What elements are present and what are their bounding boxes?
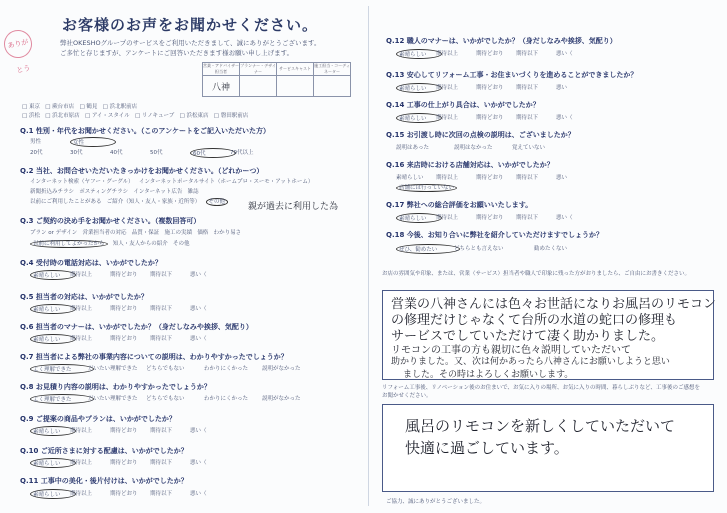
understand-option[interactable]: わかりにくかった	[204, 396, 249, 402]
q8-scale	[30, 394, 320, 404]
q2-options	[30, 177, 313, 185]
store-checkbox[interactable]: □ 浜北市原店	[45, 113, 80, 119]
age-option[interactable]: 60代	[190, 148, 236, 158]
comment-line: ました。その時はよろしくお願いします。	[403, 370, 574, 380]
staff-header: サービスキャスト	[277, 63, 314, 76]
scale-option[interactable]: 期待以上	[70, 272, 93, 278]
staff-field[interactable]	[277, 76, 314, 97]
scale-option[interactable]: 悪い（	[190, 428, 207, 434]
scale-option[interactable]: 期待以上	[70, 428, 93, 434]
understand-option[interactable]: 説明がなかった	[262, 366, 301, 372]
understand-option[interactable]: だいたい理解できた	[88, 396, 138, 402]
q3-label: Q.3 ご契約の決め手をお聞かせください。（複数回答可）	[20, 217, 201, 225]
understand-option[interactable]: だいたい理解できた	[88, 366, 138, 372]
comment-line: 風呂のリモコンを新しくしていただいて	[405, 417, 676, 435]
comment1-label: お店の雰囲気や印象、または、営業（サービス）担当者や職人で印象に残った方がおりましたら、ご自由にお書きください。	[382, 271, 691, 277]
q3-option[interactable]: 営業担当者の対応	[82, 230, 127, 236]
comment-line: サービスでしていただけて凄く助かりました。	[391, 329, 665, 344]
age-option[interactable]: 50代	[150, 150, 163, 156]
comment-line: 助かりました。又、次は何かあったら八神さんにお願いしようと思い	[391, 357, 670, 367]
scale-option[interactable]: 悪い（	[190, 272, 207, 278]
q2-option[interactable]: ご紹介（知人・友人・家族・近所等）	[106, 199, 201, 205]
scale-option[interactable]: 期待以下	[150, 491, 173, 497]
age-option[interactable]: 20代	[30, 150, 43, 156]
q13-scale	[396, 83, 596, 93]
scale-option[interactable]: 期待以上	[70, 306, 93, 312]
scale-option[interactable]: 期待どおり	[110, 460, 138, 466]
q1-gender	[30, 137, 110, 147]
store-checkbox[interactable]: □ 浜松	[22, 113, 40, 119]
staff-field[interactable]	[314, 76, 351, 97]
scale-option[interactable]: 素晴らしい	[30, 270, 76, 280]
q18-label: Q.18 今後、お知り合いに弊社を紹介していただけますでしょうか？	[386, 231, 603, 239]
scale-option[interactable]: 悪い（	[556, 215, 573, 221]
scale-option[interactable]: 悪い（	[190, 336, 207, 342]
staff-field[interactable]	[240, 76, 277, 97]
scale-option[interactable]: 期待どおり	[476, 85, 504, 91]
comment-line: リモコンの工事の方も親切に色々説明していただいて	[391, 345, 631, 356]
scale-option[interactable]: 期待以下	[150, 460, 173, 466]
q3-option[interactable]: わかり易さ	[213, 230, 242, 236]
scale-option[interactable]: 期待以下	[516, 115, 539, 121]
q2-options	[30, 187, 199, 195]
scale-option[interactable]: 素晴らしい	[396, 83, 442, 93]
q7-label: Q.7 担当者による弊社の事業内容についての説明は、わかりやすかったでしょうか？	[20, 353, 288, 361]
understand-option[interactable]: 説明がなかった	[262, 396, 301, 402]
q7-scale	[30, 364, 320, 374]
q1-ages	[30, 148, 270, 158]
q3-options	[30, 228, 241, 236]
scale-option[interactable]: 期待どおり	[110, 428, 138, 434]
q18-option[interactable]: どちらとも言えない	[454, 246, 504, 252]
q3-option[interactable]: 知人・友人からの紹介	[112, 241, 168, 247]
q4-label: Q.4 受付時の電話対応は、いかがでしたか？	[20, 259, 162, 267]
q4-scale	[30, 270, 230, 280]
scale-option[interactable]: 期待以下	[516, 215, 539, 221]
q12-scale	[396, 49, 596, 59]
scale-option[interactable]: 悪い（	[556, 51, 573, 57]
scale-option[interactable]: 期待どおり	[110, 336, 138, 342]
q18-option[interactable]: ぜひ、勧めたい	[396, 244, 460, 254]
scale-option[interactable]: 期待以下	[150, 428, 173, 434]
q10-scale	[30, 458, 230, 468]
scale-option[interactable]: 期待以下	[516, 51, 539, 57]
understand-option[interactable]: よく理解できた	[30, 394, 94, 404]
q6-label: Q.6 担当者のマナーは、いかがでしたか？（身だしなみや挨拶、気配り）	[20, 323, 253, 331]
q3-option[interactable]: 品質・保証	[131, 230, 160, 236]
store-checkbox[interactable]: □ アイ・スタイル	[84, 113, 130, 119]
comment1-box[interactable]	[382, 290, 717, 380]
comment-line: 営業の八神さんには色々お世話になりお風呂のリモコン	[391, 297, 717, 312]
scale-option[interactable]: 期待以上	[436, 51, 459, 57]
intro-line: ご多忙と存じますが、アンケートにご回答いただきます様お願い申し上げます。	[60, 49, 294, 57]
q15-option[interactable]: 覚えていない	[512, 145, 546, 151]
q2-label: Q.2 当社、お問合せいただいたきっかけをお聞かせください。（どれかーつ）	[20, 167, 264, 175]
q18-options	[396, 244, 592, 254]
q12-label: Q.12 職人のマナーは、いかがでしたか？（身だしなみや挨拶、気配り）	[386, 37, 617, 45]
q10-label: Q.10 ご近所さまに対する配慮は、いかがでしたか？	[20, 447, 188, 455]
scale-option[interactable]: 期待どおり	[110, 272, 138, 278]
store-checkbox[interactable]: □ 磐田駅前店	[213, 113, 249, 119]
q13-label: Q.13 安心してリフォーム工事・お住まいづくりを進めることができましたか？	[386, 71, 638, 79]
scale-option[interactable]: 期待以下	[516, 175, 539, 181]
scale-option[interactable]: 期待どおり	[110, 491, 138, 497]
page-title: お客様のお声をお聞かせください。	[62, 16, 319, 34]
store-checkbox[interactable]: □ リノキューブ	[135, 113, 175, 119]
gender-option[interactable]: 女性	[70, 137, 116, 147]
q3-option[interactable]: 以前に利用してよかったから	[30, 240, 108, 248]
q2-options	[30, 197, 228, 205]
store-checkbox[interactable]: □ 蕨台市店	[45, 104, 75, 110]
q15-option[interactable]: 説明はあった	[396, 145, 429, 151]
scale-option[interactable]: 期待以上	[436, 215, 459, 221]
scale-option[interactable]: 悪い（	[556, 115, 573, 121]
q11-scale	[30, 489, 230, 499]
q5-label: Q.5 担当者の対応は、いかがでしたか？	[20, 293, 148, 301]
scale-option[interactable]: 素晴らしい	[30, 458, 76, 468]
q2-option[interactable]: その他	[206, 198, 229, 206]
q18-option[interactable]: 勧めたくない	[534, 246, 568, 252]
staff-name-field[interactable]: 八神	[203, 76, 240, 97]
scale-option[interactable]: 期待以上	[70, 491, 93, 497]
understand-option[interactable]: どちらでもない	[146, 396, 185, 402]
q14-scale	[396, 113, 596, 123]
scale-option[interactable]: 素晴らしい	[30, 304, 76, 314]
scale-option[interactable]: 期待以下	[150, 272, 173, 278]
q8-label: Q.8 お見積り内容の説明は、わかりやすかったでしょうか？	[20, 383, 211, 391]
q2-option[interactable]: 以前にご利用したことがある	[30, 199, 102, 205]
q16-label: Q.16 来店時における店舗対応は、いかがでしたか？	[386, 161, 554, 169]
q5-scale	[30, 304, 230, 314]
store-checkbox[interactable]: □ 浜松東店	[179, 113, 209, 119]
scale-option[interactable]: 期待どおり	[476, 115, 504, 121]
scale-option[interactable]: 悪い（	[190, 460, 207, 466]
scale-option[interactable]: 期待以上	[436, 115, 459, 121]
column-divider	[368, 6, 369, 506]
store-checkbox[interactable]: □ 東京	[22, 104, 40, 110]
q17-label: Q.17 弊社への総合評価をお願いいたします。	[386, 201, 533, 209]
staff-header: プランナー・デザイナー	[240, 63, 276, 74]
store-checkbox[interactable]: □ 鶴見	[79, 104, 98, 110]
q11-label: Q.11 工事中の美化・後片付けは、いかがでしたか？	[20, 477, 188, 485]
understand-option[interactable]: どちらでもない	[146, 366, 185, 372]
store-row	[22, 111, 248, 119]
q1-label: Q.1 性別・年代をお聞かせください。（このアンケートをご記入いただいた方）	[20, 127, 270, 135]
scale-option[interactable]: 素晴らしい	[396, 175, 424, 181]
q6-scale	[30, 334, 230, 344]
thank-you-stamp: ありがとう	[1, 27, 34, 60]
q16-scale	[396, 173, 596, 181]
comment2-box[interactable]	[382, 404, 714, 492]
scale-option[interactable]: 悪い（	[190, 306, 207, 312]
q17-scale	[396, 213, 596, 223]
q2-other-note[interactable]: 親が過去に利用した為	[248, 202, 339, 212]
age-option[interactable]: 40代	[110, 150, 123, 156]
scale-option[interactable]: 素晴らしい	[396, 49, 442, 59]
scale-option[interactable]: 悪い	[556, 85, 568, 91]
scale-option[interactable]: 素晴らしい	[396, 213, 442, 223]
intro-text	[60, 38, 320, 58]
q3-option[interactable]: 価格	[197, 230, 209, 236]
q15-label: Q.15 お引渡し時に次回の点検の説明は、ございましたか？	[386, 131, 575, 139]
comment-line: 快適に過ごしています。	[405, 439, 569, 457]
staff-header: 営業・アドバイザー担当者	[203, 63, 239, 74]
understand-option[interactable]: わかりにくかった	[204, 366, 249, 372]
store-checkbox[interactable]: □ 浜北駅前店	[102, 104, 138, 110]
q3-option[interactable]: その他	[173, 241, 190, 247]
q2-option[interactable]: インターネットポータルサイト（ホームプロ・スーモ・アットホーム）	[138, 179, 314, 185]
scale-option[interactable]: 期待以下	[150, 336, 173, 342]
scale-option[interactable]: 素晴らしい	[30, 334, 76, 344]
scale-option[interactable]: 期待以上	[70, 460, 93, 466]
scale-option[interactable]: 店舗には行っていない	[396, 184, 457, 192]
scale-option[interactable]: 期待以上	[436, 175, 459, 181]
q3-options	[30, 239, 190, 247]
q3-option[interactable]: プラン or デザイン	[30, 230, 78, 236]
q2-option[interactable]: インターネット検索（ヤフー・グーグル）	[30, 179, 134, 185]
q2-option[interactable]: インターネット広告	[133, 189, 183, 195]
scale-option[interactable]: 期待どおり	[476, 175, 504, 181]
q2-option[interactable]: 新聞折込みチラシ	[30, 189, 75, 195]
q2-option[interactable]: ポスティングチラシ	[79, 189, 129, 195]
scale-option[interactable]: 悪い（	[190, 491, 207, 497]
scale-option[interactable]: 素晴らしい	[30, 426, 76, 436]
scale-option[interactable]: 素晴らしい	[30, 489, 76, 499]
q15-option[interactable]: 説明はなかった	[454, 145, 493, 151]
scale-option[interactable]: 期待どおり	[476, 215, 504, 221]
scale-option[interactable]: 期待以上	[70, 336, 93, 342]
staff-table	[202, 62, 351, 97]
scale-option[interactable]: 悪い	[556, 175, 568, 181]
scale-option[interactable]: 期待以下	[150, 306, 173, 312]
age-option[interactable]: 70代以上	[230, 150, 254, 156]
gender-option[interactable]: 男性	[30, 139, 42, 145]
scale-option[interactable]: 期待どおり	[110, 306, 138, 312]
scale-option[interactable]: 素晴らしい	[396, 113, 442, 123]
scale-option[interactable]: 期待以上	[436, 85, 459, 91]
q3-option[interactable]: 施工の実績	[164, 230, 193, 236]
footer-thanks: ご協力、誠にありがとうございました。	[386, 499, 486, 505]
scale-option[interactable]: 期待以下	[516, 85, 539, 91]
q9-scale	[30, 426, 230, 436]
q14-label: Q.14 工事の仕上がり具合は、いかがでしたか？	[386, 101, 540, 109]
staff-header: 施工担当・コーディネーター	[314, 63, 350, 74]
store-row	[22, 102, 137, 110]
scale-option[interactable]: 期待どおり	[476, 51, 504, 57]
q16-not-visited	[396, 183, 457, 191]
q15-options	[396, 143, 570, 151]
q2-option[interactable]: 雑誌	[187, 189, 199, 195]
age-option[interactable]: 30代	[70, 150, 83, 156]
comment-line: の修理だけじゃなくて台所の水道の蛇口の修理も	[391, 313, 678, 328]
understand-option[interactable]: よく理解できた	[30, 364, 94, 374]
intro-line: 弊社OKESHOグループのサービスをご利用いただきまして、誠にありがとうございます。	[60, 39, 321, 47]
q9-label: Q.9 ご提案の商品やプランは、いかがでしたか？	[20, 415, 176, 423]
comment2-label: リフォーム工事後、リノベーション後のお住まいで、お気に入りの場所、お気に入りの時間、暮らしぶりなど、工事後のご感想をお聞かせください。	[382, 385, 700, 399]
